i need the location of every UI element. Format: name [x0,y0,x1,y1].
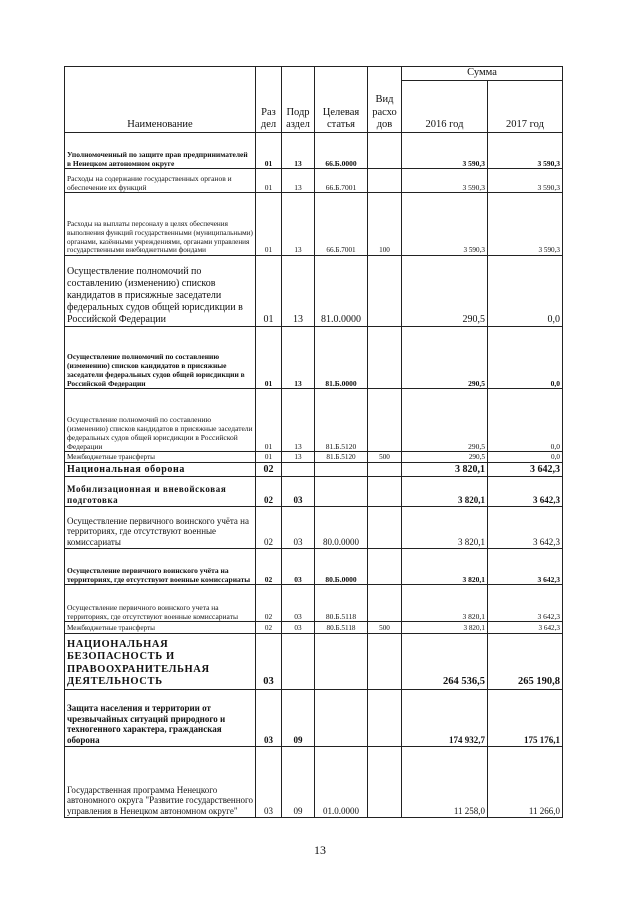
row-vid: 500 [368,622,402,634]
table-row [65,747,563,818]
row-2016: 3 820,1 [402,463,488,477]
row-podrazdel: 03 [282,507,315,549]
table-row [65,133,563,169]
row-celevaya: 66.Б.0000 [315,133,368,169]
row-2017: 0,0 [488,452,563,463]
row-name: Осуществление полномочий по составлению (изменению) списков кандидатов в присяжные заседатели федеральных судов общей юрисдикции в Российской Федерации [65,256,256,327]
row-2017: 265 190,8 [488,634,563,690]
row-podrazdel: 13 [282,327,315,389]
table-row [65,622,563,634]
row-name: Осуществление полномочий по составлению (изменению) списков кандидатов в присяжные заседатели федеральных судов общей юрисдикции в Российской Федерации [65,327,256,389]
row-podrazdel: 13 [282,193,315,256]
row-razdel: 02 [256,622,282,634]
row-vid [368,585,402,622]
table-row [65,389,563,452]
row-2016: 174 932,7 [402,690,488,747]
row-name: НАЦИОНАЛЬНАЯ БЕЗОПАСНОСТЬ И ПРАВООХРАНИТЕЛЬНАЯ ДЕЯТЕЛЬНОСТЬ [65,634,256,690]
row-celevaya: 80.0.0000 [315,507,368,549]
header-2016: 2016 год [402,81,488,133]
row-razdel: 02 [256,585,282,622]
row-celevaya [315,463,368,477]
row-vid [368,507,402,549]
row-razdel: 01 [256,389,282,452]
row-2016: 3 820,1 [402,585,488,622]
row-celevaya: 81.Б.5120 [315,452,368,463]
table-row [65,585,563,622]
row-vid [368,133,402,169]
row-celevaya [315,634,368,690]
row-2017: 3 642,3 [488,477,563,507]
header-podrazdel: Подр аздел [282,67,315,133]
row-celevaya [315,477,368,507]
row-2016: 3 820,1 [402,622,488,634]
table-row [65,452,563,463]
row-vid [368,389,402,452]
row-2016: 290,5 [402,452,488,463]
row-name: Межбюджетные трансферты [65,452,256,463]
row-celevaya: 81.Б.5120 [315,389,368,452]
row-podrazdel [282,463,315,477]
row-2016: 3 820,1 [402,507,488,549]
table-row [65,463,563,477]
row-celevaya: 80.Б.5118 [315,585,368,622]
row-name: Государственная программа Ненецкого автономного округа "Развитие государственного управления в Ненецком автономном округе" [65,747,256,818]
row-razdel: 01 [256,169,282,193]
page-number: 13 [314,843,326,857]
table-row [65,507,563,549]
row-name: Уполномоченный по защите прав предпринимателей в Ненецком автономном округе [65,133,256,169]
row-razdel: 02 [256,463,282,477]
row-razdel: 02 [256,477,282,507]
row-name: Мобилизационная и вневойсковая подготовка [65,477,256,507]
table-row [65,634,563,690]
row-podrazdel: 13 [282,169,315,193]
row-razdel: 03 [256,690,282,747]
row-name: Расходы на содержание государственных органов и обеспечение их функций [65,169,256,193]
row-2017: 3 642,3 [488,585,563,622]
row-name: Расходы на выплаты персоналу в целях обеспечения выполнения функций государственными (муниципальными) органами, казёнными учреждениями, органами управления государственными внебюджетными фондами [65,193,256,256]
table-row [65,477,563,507]
row-name: Национальная оборона [65,463,256,477]
row-2017: 3 642,3 [488,463,563,477]
row-podrazdel: 13 [282,133,315,169]
row-celevaya: 81.Б.0000 [315,327,368,389]
table-row [65,327,563,389]
table-row [65,690,563,747]
row-celevaya: 81.0.0000 [315,256,368,327]
row-razdel: 02 [256,549,282,585]
row-vid [368,327,402,389]
row-podrazdel: 03 [282,585,315,622]
table-row [65,193,563,256]
row-2017: 3 590,3 [488,169,563,193]
row-podrazdel: 03 [282,549,315,585]
row-2016: 3 820,1 [402,549,488,585]
row-2016: 3 590,3 [402,193,488,256]
row-2016: 290,5 [402,389,488,452]
row-name: Осуществление первичного воинского учета на территориях, где отсутствуют военные комиссариаты [65,585,256,622]
row-podrazdel [282,634,315,690]
header-row-1 [65,67,563,81]
row-celevaya: 66.Б.7001 [315,169,368,193]
row-2017: 0,0 [488,256,563,327]
row-podrazdel: 13 [282,256,315,327]
table-row [65,549,563,585]
row-podrazdel: 09 [282,747,315,818]
table-row [65,169,563,193]
row-celevaya: 66.Б.7001 [315,193,368,256]
row-celevaya: 80.Б.0000 [315,549,368,585]
row-2017: 3 590,3 [488,193,563,256]
row-vid [368,747,402,818]
row-2017: 3 642,3 [488,507,563,549]
row-vid [368,549,402,585]
row-vid: 100 [368,193,402,256]
row-2016: 3 590,3 [402,169,488,193]
header-2017: 2017 год [488,81,563,133]
row-name: Осуществление полномочий по составлению (изменению) списков кандидатов в присяжные заседатели федеральных судов общей юрисдикции в Российской Федерации [65,389,256,452]
row-2016: 11 258,0 [402,747,488,818]
row-celevaya: 01.0.0000 [315,747,368,818]
row-celevaya [315,690,368,747]
row-name: Осуществление первичного воинского учёта на территориях, где отсутствуют военные комиссариаты [65,549,256,585]
header-summa: Сумма [402,67,563,81]
row-2016: 264 536,5 [402,634,488,690]
row-razdel: 01 [256,133,282,169]
row-name: Осуществление первичного воинского учёта на территориях, где отсутствуют военные комиссариаты [65,507,256,549]
row-2017: 3 642,3 [488,622,563,634]
row-2017: 175 176,1 [488,690,563,747]
row-2016: 290,5 [402,327,488,389]
row-2017: 0,0 [488,389,563,452]
row-2017: 3 642,3 [488,549,563,585]
row-podrazdel: 03 [282,477,315,507]
row-vid [368,634,402,690]
row-razdel: 03 [256,747,282,818]
row-2017: 3 590,3 [488,133,563,169]
row-podrazdel: 09 [282,690,315,747]
row-razdel: 02 [256,507,282,549]
row-razdel: 01 [256,327,282,389]
header-celevaya: Целевая статья [315,67,368,133]
header-razdel: Раз дел [256,67,282,133]
budget-table [64,66,563,818]
header-vid: Вид расхо дов [368,67,402,133]
row-celevaya: 80.Б.5118 [315,622,368,634]
table-row [65,256,563,327]
row-vid [368,169,402,193]
row-razdel: 01 [256,452,282,463]
row-2017: 11 266,0 [488,747,563,818]
row-name: Межбюджетные трансферты [65,622,256,634]
row-2016: 290,5 [402,256,488,327]
row-podrazdel: 13 [282,389,315,452]
row-vid: 500 [368,452,402,463]
row-razdel: 03 [256,634,282,690]
row-2016: 3 820,1 [402,477,488,507]
row-2016: 3 590,3 [402,133,488,169]
row-name: Защита населения и территории от чрезвычайных ситуаций природного и техногенного характера, гражданская оборона [65,690,256,747]
header-name: Наименование [65,67,256,133]
row-podrazdel: 13 [282,452,315,463]
row-vid [368,256,402,327]
row-vid [368,690,402,747]
row-vid [368,463,402,477]
row-razdel: 01 [256,256,282,327]
row-razdel: 01 [256,193,282,256]
row-2017: 0,0 [488,327,563,389]
row-podrazdel: 03 [282,622,315,634]
row-vid [368,477,402,507]
